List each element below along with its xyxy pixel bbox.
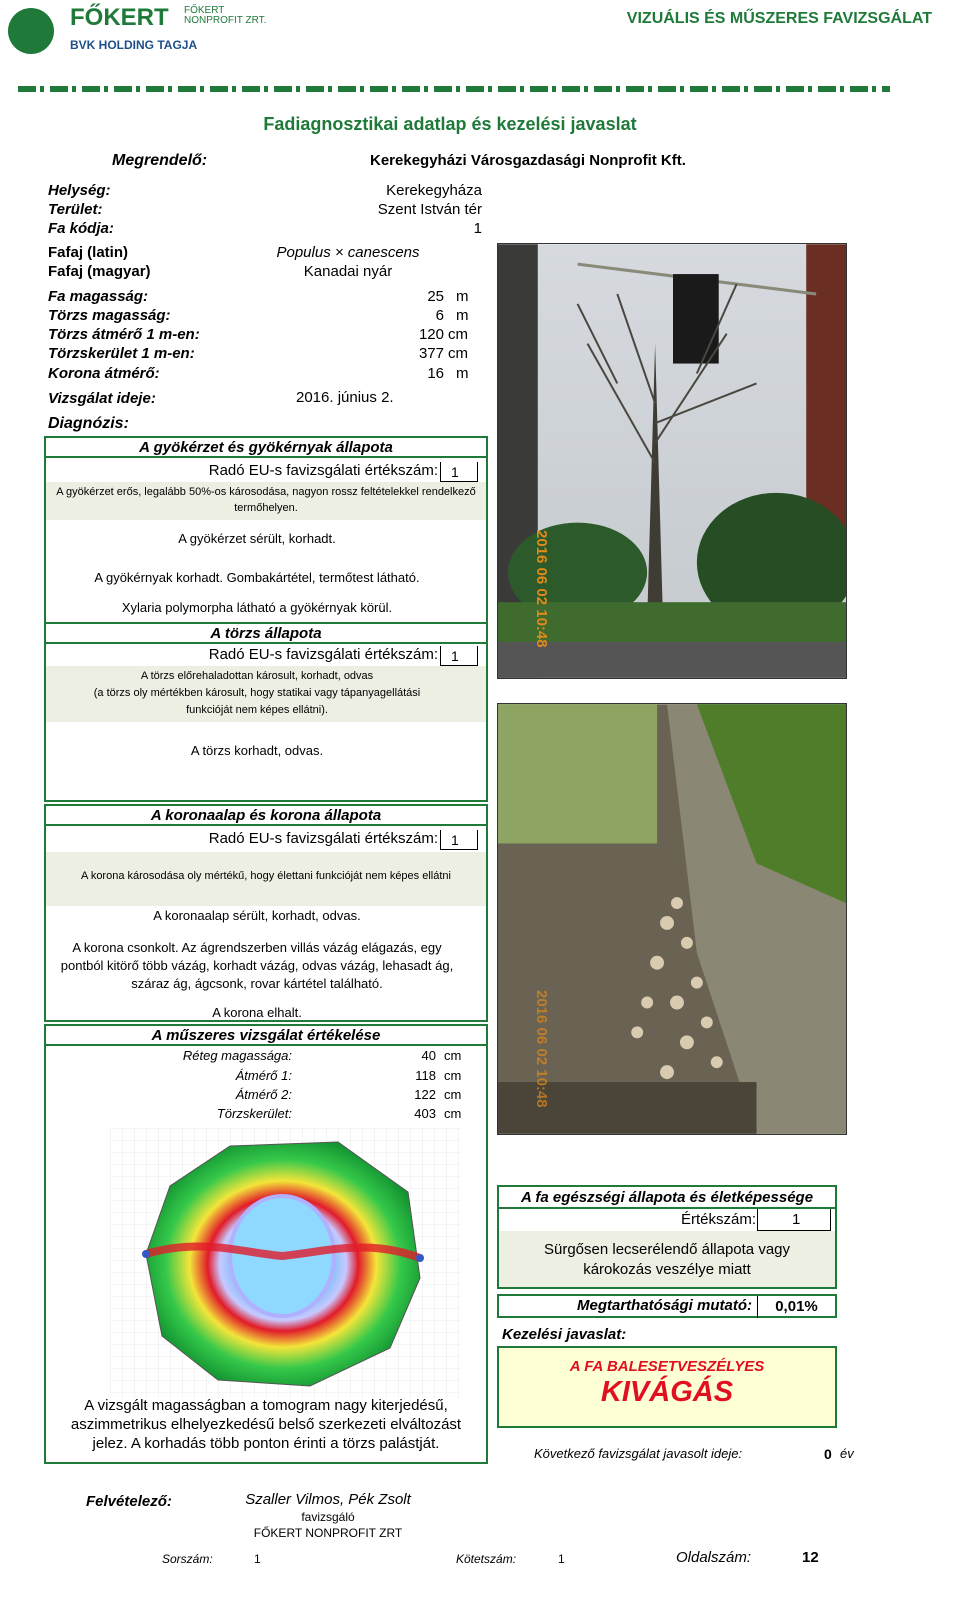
retain-value: 0,01% [757,1296,835,1318]
root-desc: A gyökérzet erős, legalább 50%-os károsodása, nagyon rossz feltételekkel rendelkező termőhelyen. [56,486,476,514]
code-label: Fa kódja: [48,220,114,237]
client-value: Kerekegyházi Városgazdasági Nonprofit Kft. [370,152,686,169]
recorder-label: Felvételező: [86,1493,172,1510]
health-title: A fa egészségi állapota és életképessége [499,1187,835,1209]
trunk-note: A törzs korhadt, odvas. [190,743,324,758]
volume-value: 1 [558,1552,565,1566]
crown-score: 1 [440,830,478,850]
code-value: 1 [473,220,482,237]
root-note-3: Xylaria polymorpha látható a gyökérnyak körül. [121,600,393,615]
instr-label: Átmérő 2: [235,1087,292,1102]
trunk-score: 1 [440,646,478,666]
tomogram-image [110,1128,460,1398]
crown-title: A koronaalap és korona állapota [46,806,486,826]
species-hu-value: Kanadai nyár [303,263,393,280]
trunk-desc: A törzs előrehaladottan károsult, korhadt, odvas (a törzs oly mértékben károsult, hogy statikai vagy tápanyagellátási funkcióját nem képes ellátni). [93,670,421,716]
health-score: 1 [757,1209,831,1231]
root-title: A gyökérzet és gyökérnyak állapota [46,438,486,458]
dim-unit: cm [448,345,468,362]
page-number: 12 [802,1549,819,1566]
recorder-names: Szaller Vilmos, Pék Zsolt [245,1491,411,1508]
instr-unit: cm [444,1106,462,1121]
next-exam-unit: év [840,1446,854,1461]
tree-logo-icon [8,8,54,54]
dim-value: 120 [418,326,444,343]
crown-note-1: A koronaalap sérült, korhadt, odvas. [153,908,361,923]
dim-unit: cm [448,326,468,343]
recorder-org: FŐKERT NONPROFIT ZRT [253,1526,403,1540]
dim-label: Törzs átmérő 1 m-en: [48,326,200,343]
date-value: 2016. június 2. [296,389,394,406]
instr-value: 403 [414,1106,436,1121]
client-label: Megrendelő: [112,152,208,169]
instr-label: Átmérő 1: [235,1068,292,1083]
instrument-title: A műszeres vizsgálat értékelése [46,1026,486,1046]
root-note-1: A gyökérzet sérült, korhadt. [178,531,336,546]
holding-text: BVK HOLDING TAGJA [70,38,198,52]
dim-label: Törzskerület 1 m-en: [48,345,195,362]
health-text: Sürgősen lecserélendő állapota vagy károkozás veszélye miatt [544,1241,790,1278]
crown-note-2: A korona csonkolt. Az ágrendszerben villás vázág elágazás, egy pontból kitörő több vázág, korhadt vázág, odvas vázág, lehasadt ág, száraz ág, ágcsonk, rovar kártétel található. [60,940,454,991]
area-label: Terület: [48,201,103,218]
next-exam-value: 0 [824,1446,832,1462]
site-label: Helység: [48,182,111,199]
doc-title: Fadiagnosztikai adatlap és kezelési javaslat [263,114,637,134]
page-label: Oldalszám: [676,1549,752,1566]
instr-value: 118 [415,1068,436,1083]
root-note-2: A gyökérnyak korhadt. Gombakártétel, termőtest látható. [94,570,420,585]
date-label: Vizsgálat ideje: [48,390,156,407]
dim-unit: m [456,288,469,305]
area-value: Szent István tér [377,201,482,218]
treatment-label: Kezelési javaslat: [502,1326,627,1343]
header-divider [18,86,890,92]
root-score: 1 [440,462,478,482]
instr-label: Törzskerület: [216,1106,292,1121]
crown-note-3: A korona elhalt. [212,1005,302,1020]
retain-label: Megtarthatósági mutató: [576,1297,752,1314]
photo-timestamp: 2016 06 02 10:48 [533,990,550,1108]
dim-value: 16 [427,365,444,382]
instr-label: Réteg magassága: [182,1048,292,1063]
species-latin-label: Fafaj (latin) [48,244,129,261]
instr-value: 122 [414,1087,436,1102]
dim-unit: m [456,365,469,382]
logo-sub: FŐKERT NONPROFIT ZRT. [184,5,267,26]
species-latin-value: Populus × canescens [276,244,420,261]
dim-label: Fa magasság: [48,288,149,305]
trunk-title: A törzs állapota [46,624,486,644]
crown-desc: A korona károsodása oly mértékű, hogy élettani funkcióját nem képes ellátni [81,870,451,882]
instr-unit: cm [444,1048,462,1063]
dim-unit: m [456,307,469,324]
health-score-label: Értékszám: [680,1211,756,1228]
instr-value: 40 [421,1048,436,1063]
photo-timestamp: 2016 06 02 10:48 [533,530,550,648]
instrument-conclusion: A vizsgált magasságban a tomogram nagy kiterjedésű, aszimmetrikus elhelyezkedésű belső szerkezeti elváltozást jelez. A korhadás több ponton érinti a törzs palástját. [70,1397,462,1452]
species-hu-label: Fafaj (magyar) [48,263,151,280]
crown-rado-label: Radó EU-s favizsgálati értékszám: [208,830,438,847]
volume-label: Kötetszám: [456,1552,517,1566]
instr-unit: cm [444,1087,462,1102]
next-exam-label: Következő favizsgálat javasolt ideje: [534,1446,743,1461]
serial-value: 1 [254,1552,261,1566]
diagnosis-label: Diagnózis: [48,415,129,432]
dim-label: Korona átmérő: [48,365,160,382]
header-title: VIZUÁLIS ÉS MŰSZERES FAVIZSGÁLAT [626,10,932,27]
instr-unit: cm [444,1068,462,1083]
logo-text: FŐKERT [70,4,169,31]
treatment-warning: A FA BALESETVESZÉLYES [569,1358,765,1375]
dim-label: Törzs magasság: [48,307,171,324]
dim-value: 6 [435,307,444,324]
dim-value: 377 [418,345,444,362]
recorder-role: favizsgáló [301,1510,355,1524]
dim-value: 25 [427,288,444,305]
root-rado-label: Radó EU-s favizsgálati értékszám: [208,462,438,479]
treatment-action: KIVÁGÁS [600,1376,734,1408]
site-value: Kerekegyháza [386,182,482,199]
serial-label: Sorszám: [162,1552,213,1566]
trunk-rado-label: Radó EU-s favizsgálati értékszám: [208,646,438,663]
